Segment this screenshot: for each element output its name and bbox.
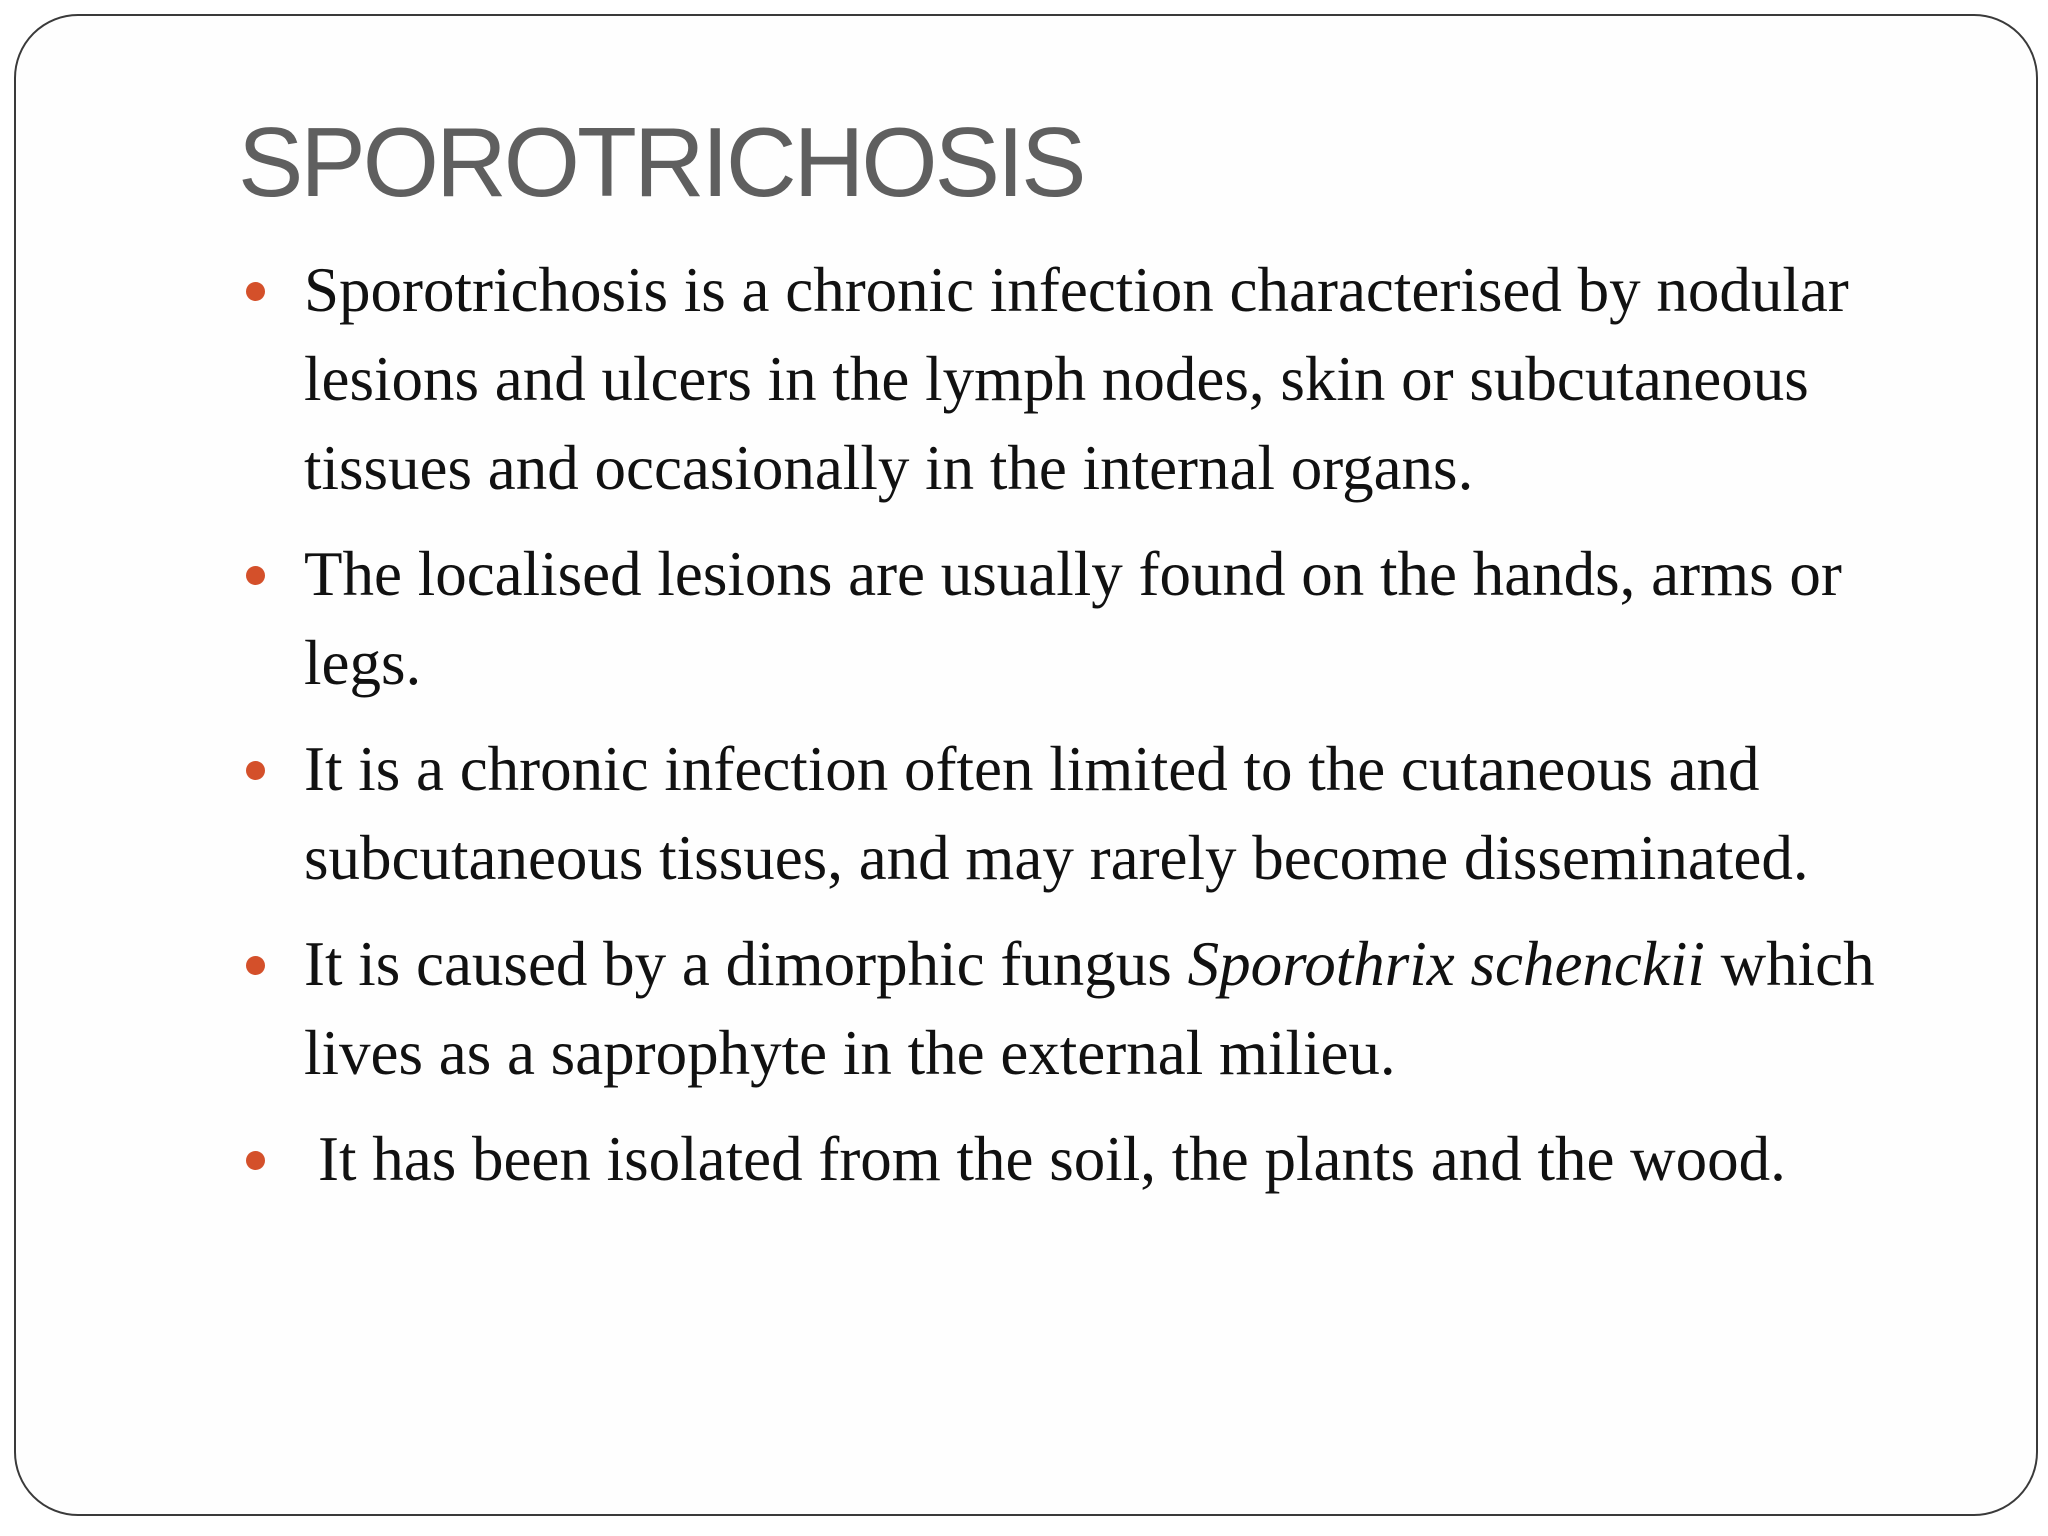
bullet-item: [238, 246, 1958, 513]
bullet-dot-icon: [246, 761, 265, 780]
bullet-text: The localised lesions are usually found on the hands, arms or legs.: [304, 539, 1842, 698]
bullet-item: [238, 920, 1958, 1098]
bullet-text: It has been isolated from the soil, the plants and the wood.: [318, 1124, 1786, 1194]
bullet-item: [238, 530, 1958, 708]
bullet-dot-icon: [246, 282, 265, 301]
bullet-text-before: It is caused by a dimorphic fungus: [304, 929, 1188, 999]
bullet-text: Sporotrichosis is a chronic infection characterised by nodular lesions and ulcers in the lymph nodes, skin or subcutaneous tissues and occasionally in the internal organs.: [304, 255, 1849, 503]
bullet-list: [238, 246, 1958, 1221]
bullet-dot-icon: [246, 1151, 265, 1170]
bullet-dot-icon: [246, 956, 265, 975]
slide-frame: [14, 14, 2038, 1516]
bullet-text: It is a chronic infection often limited to the cutaneous and subcutaneous tissues, and may rarely become disseminated.: [304, 734, 1809, 893]
bullet-text: [304, 929, 1875, 1088]
bullet-item: [238, 1115, 1958, 1204]
species-name: Sporothrix schenckii: [1187, 929, 1705, 999]
slide-title: SPOROTRICHOSIS: [238, 107, 1084, 217]
bullet-item: [238, 725, 1958, 903]
bullet-text-after: which lives as a saprophyte in the external milieu.: [304, 929, 1875, 1088]
bullet-dot-icon: [246, 566, 265, 585]
